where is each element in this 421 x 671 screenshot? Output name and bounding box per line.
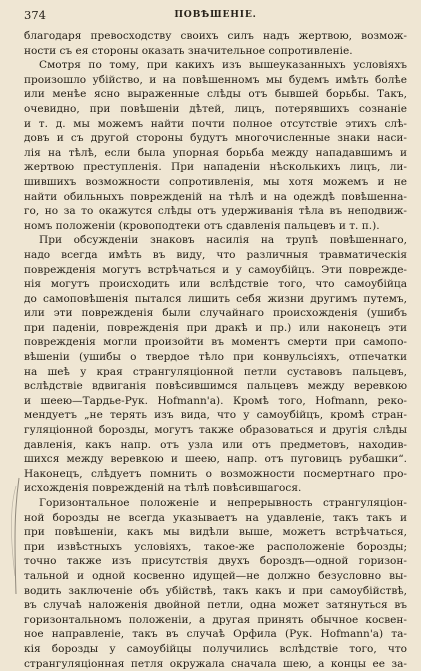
text-line: на шеѣ у края странгуляціонной петли суставовъ пальцевъ, (24, 365, 407, 378)
text-line: Смотря по тому, при какихъ изъ вышеуказанныхъ условіяхъ (39, 59, 407, 72)
text-line: Горизонтальное положеніе и непрерывность странгуляціон- (39, 497, 407, 509)
text-line: и т. д. мы можемъ найти почти полное отсутствіе этихъ слѣ- (24, 117, 407, 130)
pencil-margin-mark (6, 476, 24, 596)
text-line: поврежденія могутъ встрѣчаться и у самоубійцъ. Эти поврежде- (24, 263, 407, 276)
text-line: произошло убійство, и на повѣшенномъ мы будемъ имѣть болѣе (24, 73, 407, 86)
text-line: водить заключеніе объ убійствѣ, такъ какъ и при самоубійствѣ, (24, 584, 407, 597)
text-line: и шеею—Тардье-Рук. Hofmann'а). Кромѣ того, Hofmann, реко- (24, 394, 407, 407)
text-line: Наконецъ, слѣдуетъ помнить о возможности посмертнаго про- (24, 467, 407, 480)
text-line: странгуляціонная петля окружала сначала шею, а концы ее за- (24, 657, 407, 670)
text-line: благодаря превосходству своихъ силъ надъ жертвою, возмож- (24, 30, 407, 42)
text-line: до самоповѣшенія пытался лишить себя жизни другимъ путемъ, (24, 292, 407, 305)
text-line: ной борозды не всегда указываетъ на удавленіе, такъ такъ и (24, 511, 407, 524)
text-line: шихся между веревкою и шеею, напр. отъ пуговицъ рубашки“. (24, 453, 407, 466)
text-line: вслѣдствіе вдвиганія повѣсившимся пальцевъ между веревкою (24, 380, 407, 393)
text-line: при извѣстныхъ условіяхъ, такое-же расположеніе борозды; (24, 540, 407, 553)
text-line: очевидно, при повѣшеніи дѣтей, лицъ, потерявшихъ сознаніе (24, 102, 407, 115)
page-number: 374 (24, 8, 46, 22)
text-line: лія на тѣлѣ, если была упорная борьба между нападавшимъ и (24, 146, 407, 159)
text-line: тальной и одной косвенно идущей—не должно безусловно вы- (24, 569, 407, 582)
page-header (24, 8, 407, 24)
text-line: при паденіи, поврежденія при дракѣ и пр.) или наконецъ эти (24, 321, 407, 334)
text-line: кія борозды у самоубійцы получились вслѣдствіе того, что (24, 642, 407, 655)
text-line: довъ и съ другой стороны будутъ многочисленные знаки наси- (24, 132, 407, 145)
text-line: надо всегда имѣть въ виду, что различныя травматическія (24, 248, 407, 261)
text-line: исхожденія поврежденій на тѣлѣ повѣсившагося. (24, 482, 302, 495)
text-line: При обсужденіи знаковъ насилія на трупѣ повѣшеннаго, (39, 234, 407, 247)
text-line: мендуетъ „не терять изъ вида, что у самоубійцъ, кромѣ стран- (24, 409, 407, 422)
text-line: ности съ ея стороны оказать значительное сопротивленіе. (24, 44, 353, 57)
text-line: при повѣшеніи, какъ мы видѣли выше, можетъ встрѣчаться, (24, 526, 407, 539)
text-line: или эти поврежденія были случайнаго происхожденія (ушибъ (24, 307, 407, 320)
text-line: го, но за то окажутся слѣды отъ удерживанія тѣла въ неподвиж- (24, 205, 407, 218)
text-line: или менѣе ясно выраженные слѣды отъ бывшей борьбы. Такъ, (24, 88, 407, 101)
text-line: въ случаѣ наложенія двойной петли, одна может затянуться въ (24, 599, 407, 612)
text-line: шившихъ возможности сопротивленія, мы хотя можемъ и не (24, 175, 407, 188)
text-line: поврежденія могли произойти въ моментъ смерти при самопо- (24, 336, 407, 349)
text-line: нія могутъ происходить или вслѣдствіе того, что самоубійца (24, 278, 407, 291)
running-head: ПОВѢШЕНІЕ. (174, 9, 257, 20)
text-line: горизонтальномъ положеніи, а другая принять обычное косвен- (24, 613, 407, 626)
text-line: номъ положеніи (кровоподтеки отъ сдавленія пальцевъ и т. п.). (24, 219, 380, 232)
body-text (24, 29, 407, 671)
text-line: жертвою преступленія. При нападеніи нѣсколькихъ лицъ, ли- (24, 161, 407, 174)
text-line: ное направленіе, такъ въ случаѣ Орфила (Рук. Hofmann'а) та- (24, 628, 407, 641)
text-line: найти обильныхъ поврежденій на тѣлѣ и на одеждѣ повѣшенна- (24, 190, 407, 203)
text-line: вѣшеніи (ушибы о твердое тѣло при конвульсіяхъ, отпечатки (24, 351, 407, 364)
text-line: точно также изъ присутствія двухъ бороздъ—одной горизон- (24, 555, 407, 568)
text-line: гуляціонной борозды, могутъ также образоваться и другія слѣды (24, 424, 407, 437)
text-line: давленія, какъ напр. отъ узла или отъ предметовъ, находив- (24, 438, 407, 451)
